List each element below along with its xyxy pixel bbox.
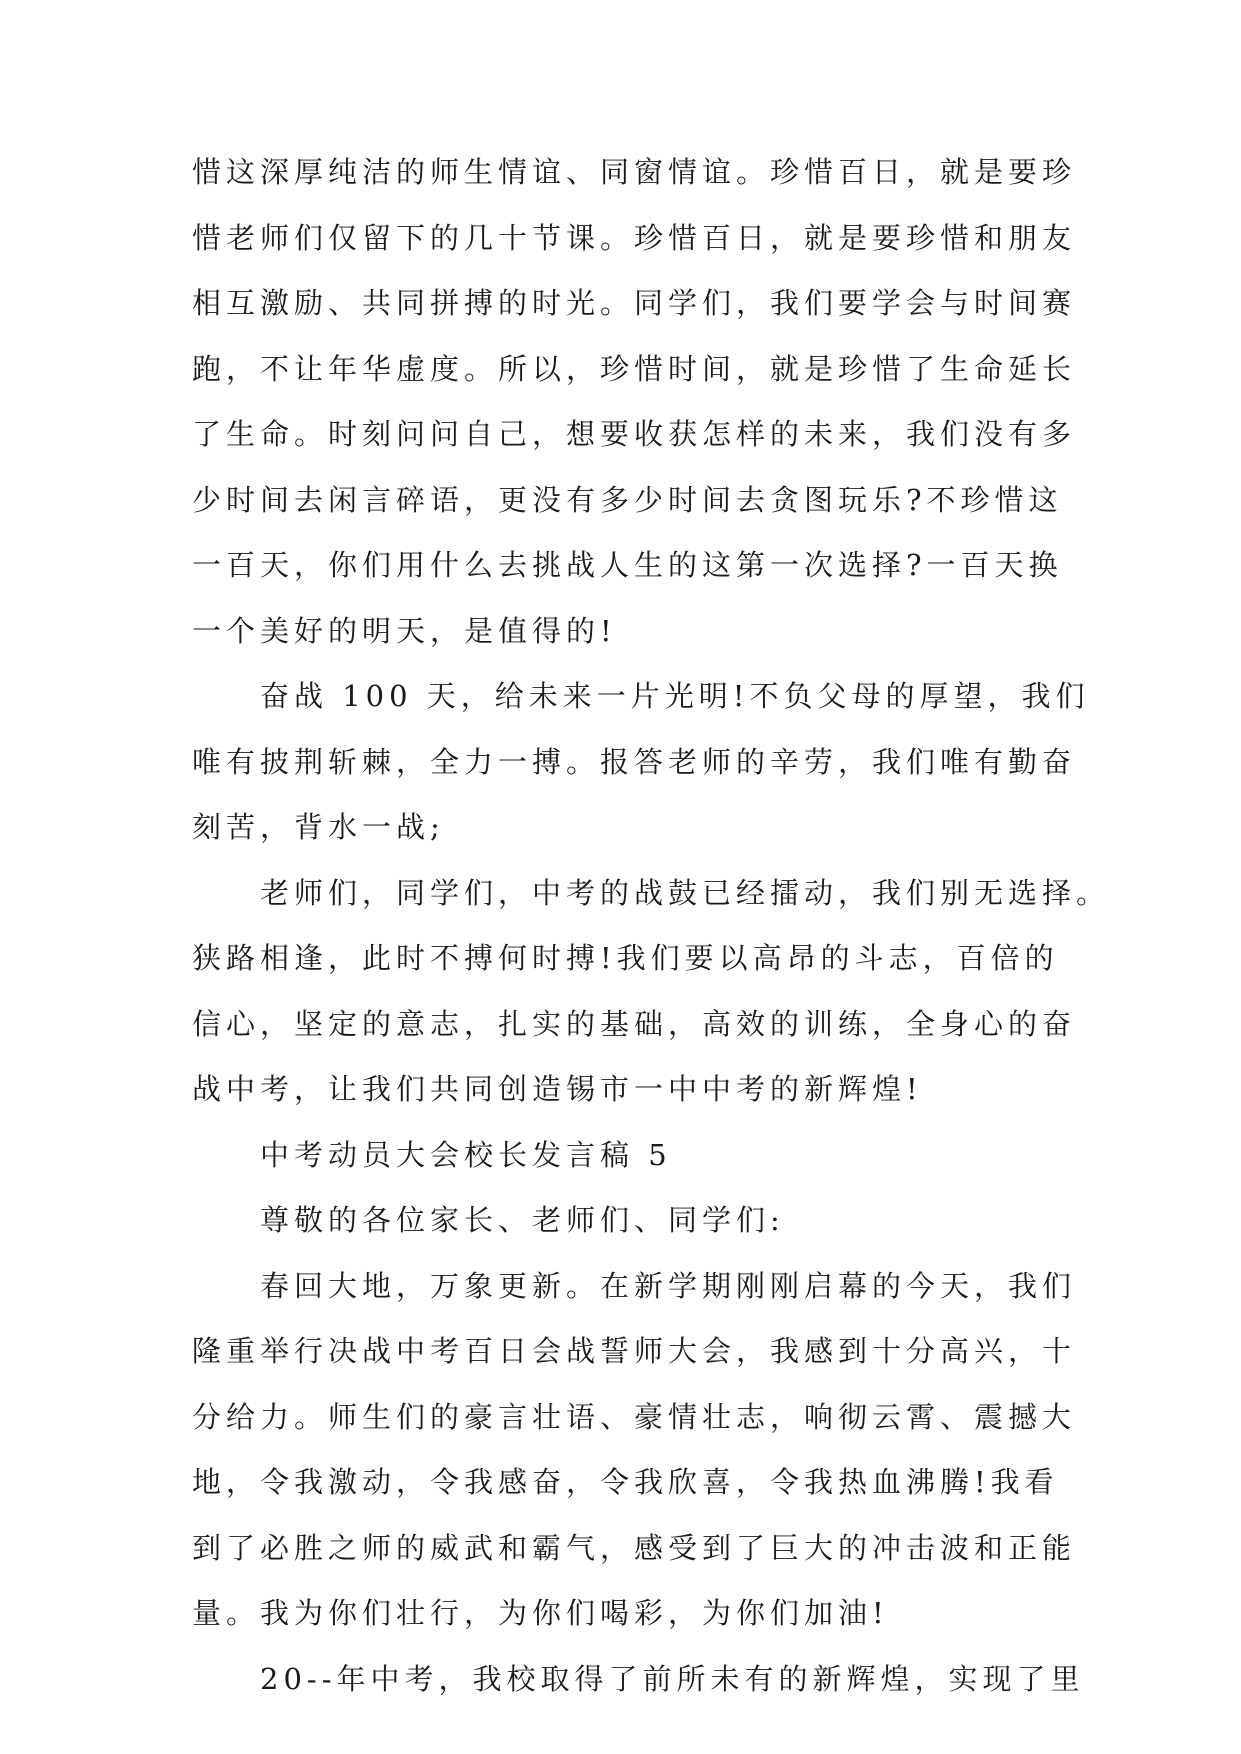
text-line: 了生命。时刻问问自己，想要收获怎样的未来，我们没有多 xyxy=(192,417,1077,451)
text-line: 量。我为你们壮行，为你们喝彩，为你们加油! xyxy=(192,1596,889,1630)
text-line: 20--年中考，我校取得了前所未有的新辉煌，实现了里 xyxy=(260,1661,1085,1696)
text-line: 地，令我激动，令我感奋，令我欣喜，令我热血沸腾!我看 xyxy=(192,1465,1059,1499)
text-line: 奋战 100 天，给未来一片光明!不负父母的厚望，我们 xyxy=(260,679,1090,713)
text-line: 隆重举行决战中考百日会战誓师大会，我感到十分高兴，十 xyxy=(192,1334,1077,1368)
text-line: 战中考，让我们共同创造锡市一中中考的新辉煌! xyxy=(192,1072,923,1106)
text-line: 惜老师们仅留下的几十节课。珍惜百日，就是要珍惜和朋友 xyxy=(192,220,1077,255)
text-line: 少时间去闲言碎语，更没有多少时间去贪图玩乐?不珍惜这 xyxy=(192,482,1063,517)
text-line: 一百天，你们用什么去挑战人生的这第一次选择?一百天换 xyxy=(192,548,1063,582)
text-line: 信心，坚定的意志，扎实的基础，高效的训练，全身心的奋 xyxy=(192,1006,1077,1041)
text-line: 跑，不让年华虚度。所以，珍惜时间，就是珍惜了生命延长 xyxy=(192,351,1077,386)
text-line: 中考动员大会校长发言稿 5 xyxy=(260,1137,672,1172)
text-line: 春回大地，万象更新。在新学期刚刚启幕的今天，我们 xyxy=(260,1268,1077,1303)
text-line: 狭路相逢，此时不搏何时搏!我们要以高昂的斗志，百倍的 xyxy=(192,941,1059,975)
text-line: 老师们，同学们，中考的战鼓已经擂动，我们别无选择。 xyxy=(260,875,1111,910)
text-line: 到了必胜之师的威武和霸气，感受到了巨大的冲击波和正能 xyxy=(192,1530,1077,1565)
text-line: 一个美好的明天，是值得的! xyxy=(192,613,617,648)
text-line: 刻苦，背水一战; xyxy=(192,810,445,844)
text-line: 尊敬的各位家长、老师们、同学们: xyxy=(260,1203,785,1237)
text-line: 相互激励、共同拼搏的时光。同学们，我们要学会与时间赛 xyxy=(192,286,1077,320)
text-line: 唯有披荆斩棘，全力一搏。报答老师的辛劳，我们唯有勤奋 xyxy=(192,744,1077,779)
text-line: 分给力。师生们的豪言壮语、豪情壮志，响彻云霄、震撼大 xyxy=(192,1399,1077,1434)
document-body xyxy=(192,140,1111,1712)
text-line: 惜这深厚纯洁的师生情谊、同窗情谊。珍惜百日，就是要珍 xyxy=(192,155,1077,189)
